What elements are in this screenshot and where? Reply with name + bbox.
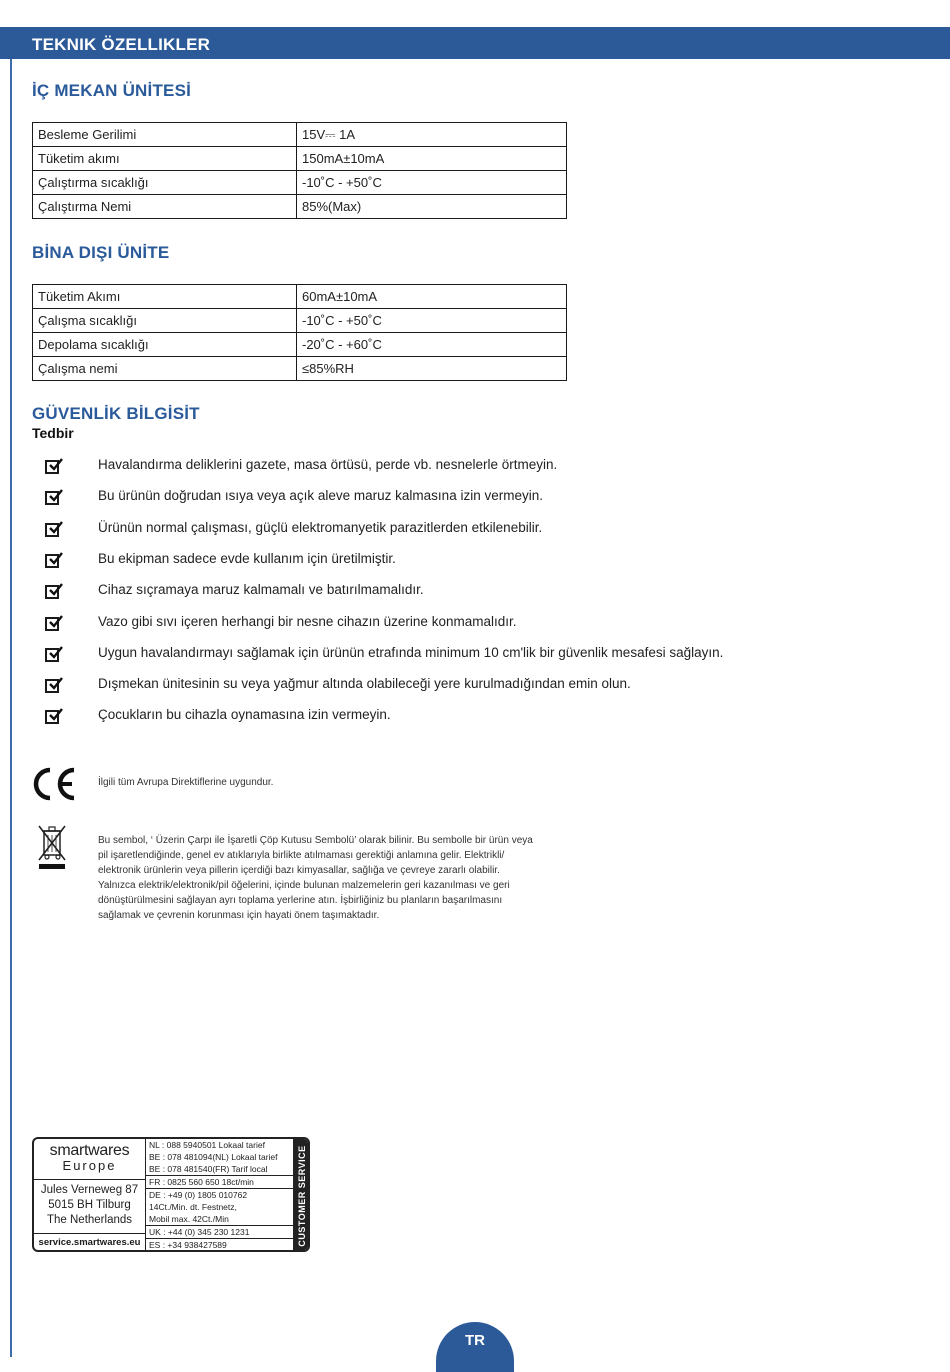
checkbox-icon [45, 679, 59, 693]
ce-mark-icon [30, 766, 78, 802]
spec-value: ≤85%RH [297, 357, 567, 381]
spec-key: Çalıştırma Nemi [33, 195, 297, 219]
safety-subtitle: Tedbir [32, 425, 74, 441]
safety-item-text: Havalandırma deliklerini gazete, masa örtüsü, perde vb. nesnelerle örtmeyin. [98, 457, 558, 472]
brand-name: smartwares [49, 1142, 130, 1159]
outdoor-spec-table [32, 284, 567, 381]
phone-row: DE : +49 (0) 1805 010762 [149, 1190, 248, 1200]
weee-line: Bu sembol, ‘ Üzerin Çarpı ile İşaretli Çöp Kutusu Sembolü’ olarak bilinir. Bu sembolle bir ürün veya [98, 835, 533, 846]
service-url: service.smartwares.eu [34, 1233, 145, 1252]
table-row [33, 285, 567, 309]
table-row [33, 171, 567, 195]
checkbox-icon [45, 491, 59, 505]
list-item [45, 707, 905, 731]
smartwares-logo [34, 1139, 145, 1180]
spec-value: 60mA±10mA [297, 285, 567, 309]
list-item [45, 676, 905, 700]
phone-row: 14Ct./Min. dt. Festnetz, [149, 1202, 237, 1212]
crossed-bin-icon [36, 823, 68, 871]
list-item [45, 582, 905, 606]
phone-row: FR : 0825 560 650 18ct/min [146, 1176, 294, 1189]
list-item [45, 520, 905, 544]
page-header: TEKNIK ÖZELLIKLER [0, 27, 950, 59]
phone-row: Mobil max. 42Ct./Min [146, 1213, 294, 1226]
company-address [34, 1183, 145, 1228]
table-row [33, 357, 567, 381]
language-tab: TR [436, 1322, 514, 1372]
checkbox-icon [45, 460, 59, 474]
list-item [45, 488, 905, 512]
phone-row: UK : +44 (0) 345 230 1231 [146, 1226, 294, 1239]
weee-line: Yalnızca elektrik/elektronik/pil öğelerini, içinde bulunan malzemelerin geri kazanılması ve geri [98, 880, 510, 891]
checkbox-icon [45, 585, 59, 599]
checkbox-icon [45, 523, 59, 537]
brand-sub: Europe [62, 1158, 117, 1173]
safety-item-text: Vazo gibi sıvı içeren herhangi bir nesne cihazın üzerine konmamalıdır. [98, 613, 517, 629]
checkbox-icon [45, 554, 59, 568]
spec-value: -10˚C - +50˚C [297, 309, 567, 333]
safety-item-text: Uygun havalandırmayı sağlamak için ürünün etrafında minimum 10 cm'lik bir güvenlik mesafesi sağlayın. [98, 644, 724, 660]
safety-title: GÜVENLİK BİLGİSİT [32, 404, 200, 423]
spec-key: Tüketim Akımı [33, 285, 297, 309]
spec-value: -10˚C - +50˚C [297, 171, 567, 195]
weee-line: sağlamak ve çevrenin korunması için hayati önem taşımaktadır. [98, 910, 380, 921]
safety-item-text: Ürünün normal çalışması, güçlü elektromanyetik parazitlerden etkilenebilir. [98, 519, 543, 535]
safety-item-text: Cihaz sıçramaya maruz kalmamalı ve batırılmamalıdır. [98, 582, 424, 598]
spec-key: Besleme Gerilimi [33, 123, 297, 147]
spec-key: Çalışma nemi [33, 357, 297, 381]
left-margin-rule [10, 58, 12, 1357]
customer-service-label [293, 1139, 310, 1252]
checkbox-icon [45, 617, 59, 631]
vertical-label-text: CUSTOMER SERVICE [296, 1144, 307, 1247]
weee-disposal-text [98, 833, 588, 923]
table-row [33, 123, 567, 147]
spec-key: Çalışma sıcaklığı [33, 309, 297, 333]
spec-key: Tüketim akımı [33, 147, 297, 171]
table-row [33, 195, 567, 219]
weee-line: pil işaretlendiğinde, genel ev atıklarıyla birlikte atılmaması gerektiği anlamına gelir. Elektrikli/ [98, 850, 505, 861]
customer-service-box [32, 1137, 310, 1252]
list-item [45, 551, 905, 575]
phone-row: BE : 078 481094(NL) Lokaal tarief [149, 1152, 278, 1162]
table-row [33, 147, 567, 171]
indoor-unit-title: İÇ MEKAN ÜNİTESİ [32, 81, 192, 100]
ce-compliance-text: İlgili tüm Avrupa Direktiflerine uygundur. [98, 777, 274, 788]
safety-item-text: Bu ekipman sadece evde kullanım için üretilmiştir. [98, 550, 396, 566]
address-line: Jules Verneweg 87 [40, 1184, 139, 1196]
spec-value: 15V⎓ 1A [297, 123, 567, 147]
weee-line: elektronik ürünlerin veya pillerin içerdiği bazı kimyasallar, sağlığa ve çevreye zararlı olabilir. [98, 865, 500, 876]
safety-item-text: Çocukların bu cihazla oynamasına izin vermeyin. [98, 707, 391, 723]
indoor-spec-table [32, 122, 567, 219]
list-item [45, 645, 905, 669]
address-line: The Netherlands [46, 1214, 133, 1226]
checkbox-icon [45, 710, 59, 724]
phone-list [145, 1139, 295, 1252]
list-item [45, 457, 905, 481]
spec-key: Çalıştırma sıcaklığı [33, 171, 297, 195]
spec-value: 150mA±10mA [297, 147, 567, 171]
outdoor-unit-title: BİNA DIŞI ÜNİTE [32, 243, 170, 262]
spec-value: -20˚C - +60˚C [297, 333, 567, 357]
phone-row: NL : 088 5940501 Lokaal tarief [149, 1140, 265, 1150]
spec-value: 85%(Max) [297, 195, 567, 219]
table-row [33, 309, 567, 333]
safety-item-text: Dışmekan ünitesinin su veya yağmur altında olabileceği yere kurulmadığından emin olun. [98, 676, 631, 692]
phone-row: ES : +34 938427589 [149, 1240, 227, 1250]
spec-key: Depolama sıcaklığı [33, 333, 297, 357]
weee-line: dönüştürülmesini sağlayan ayrı toplama yerlerine atın. İşbirliğiniz bu planların başarılmasını [98, 895, 503, 906]
list-item [45, 614, 905, 638]
phone-row: BE : 078 481540(FR) Tarif local [146, 1163, 294, 1176]
checkbox-icon [45, 648, 59, 662]
address-line: 5015 BH Tilburg [48, 1199, 131, 1211]
table-row [33, 333, 567, 357]
safety-item-text: Bu ürünün doğrudan ısıya veya açık aleve maruz kalmasına izin vermeyin. [98, 488, 543, 504]
